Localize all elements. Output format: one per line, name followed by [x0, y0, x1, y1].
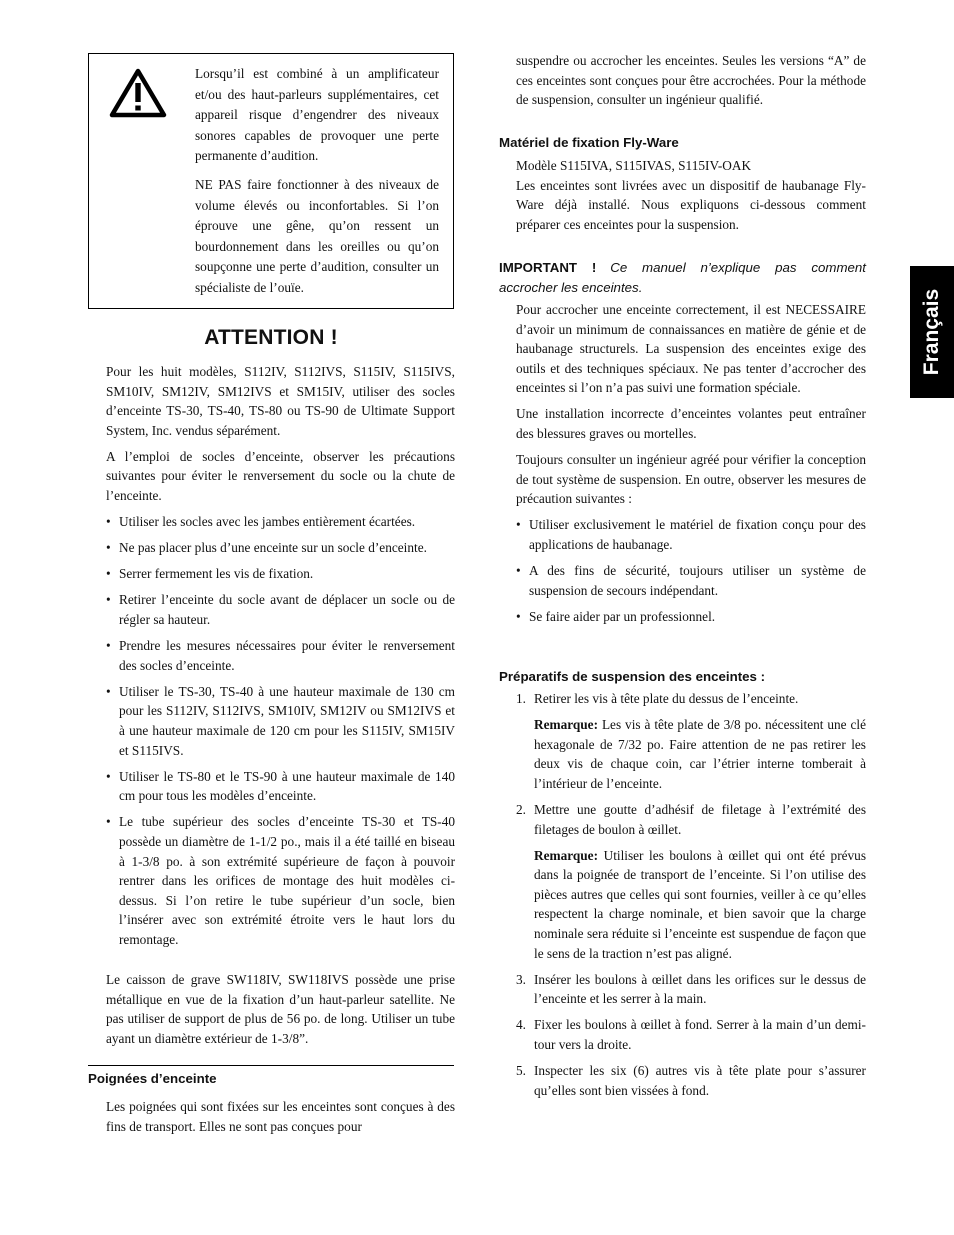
attention-section: [106, 362, 455, 956]
language-tab-label: Français: [920, 288, 943, 376]
section-divider: [88, 1065, 454, 1066]
note: Remarque: Les vis à tête plate de 3/8 po. nécessitent une clé hexagonale de 7/32 po. Faire attention de ne pas retirer les deux vis de chaque coin, car l’étrier interne tomberait à l’intérieur de l’enceinte.: [534, 717, 866, 791]
note: Remarque: Utiliser les boulons à œillet qui ont été prévus dans la poignée de transport de l’enceinte. Si l’on utilise des pièces autres que celles qui sont fournies, veiller à ce qu’elles respectent la charge nominale, et bien savoir que la charge nominale sera réduite si l’enceinte est suspendue de façon que le sens de la traction n’est pas aligné.: [534, 847, 866, 961]
subwoofer-paragraph: Le caisson de grave SW118IV, SW118IVS possède une prise métallique en vue de la fixation d’un haut-parleur satellite. Ne pas utiliser de support de plus de 56 po. de long. Utiliser un tube ayant un diamètre extérieur de 1-3/8”.: [106, 972, 455, 1046]
attention-intro: Pour les huit modèles, S112IV, S112IVS, S115IV, S115IVS, SM10IV, SM12IV, SM12IVS et SM15IV, utiliser des socles d’enceinte TS-30, TS-40, TS-80 ou TS-90 de Ultimate Support System, Inc. vendus séparément.: [106, 364, 455, 438]
list-item: • Ne pas placer plus d’une enceinte sur un socle d’enceinte.: [106, 540, 427, 556]
list-item: 1. Retirer les vis à tête plate du dessus de l’enceinte. Remarque: Les vis à tête plate de 3/8 po. nécessitent une clé hexagonale de 7/32 po. Faire attention de ne pas retirer les deux vis de chaque coin, car l’étrier interne tomberait à l’intérieur de l’enceinte.: [516, 689, 866, 793]
flyware-section: [516, 156, 866, 241]
list-item: • A des fins de sécurité, toujours utiliser un système de suspension de secours indépendant.: [516, 563, 866, 598]
subwoofer-section: [106, 970, 455, 1055]
important-text: Ce manuel n’explique pas comment accrocher les enceintes.: [499, 260, 867, 295]
flyware-paragraph: Les enceintes sont livrées avec un dispositif de haubanage Fly-Ware déjà installé. Nous expliquons ci-dessous comment préparer ces enceintes pour la suspension.: [516, 177, 866, 232]
handles-paragraph: Les poignées qui sont fixées sur les enceintes sont conçues à des fins de transport. Elles ne sont pas conçues pour: [106, 1099, 455, 1134]
list-item: 5. Inspecter les six (6) autres vis à tête plate pour s’assurer qu’elles sont bien vissées à fond.: [516, 1063, 866, 1098]
important-label: IMPORTANT !: [499, 260, 597, 275]
important-notice: [499, 258, 866, 297]
language-tab: [910, 266, 954, 398]
preparation-steps: [516, 689, 866, 1100]
list-item: • Utiliser les socles avec les jambes entièrement écartées.: [106, 514, 416, 530]
handles-section: [106, 1097, 455, 1143]
handles-paragraph-continued: suspendre ou accrocher les enceintes. Seules les versions “A” de ces enceintes sont conçues pour être accrochées. Pour la méthode de suspension, consulter un ingénieur qualifié.: [516, 53, 866, 108]
flyware-model: Modèle S115IVA, S115IVAS, S115IV-OAK: [516, 158, 752, 173]
precautions-list: [106, 512, 455, 949]
preparation-heading: Préparatifs de suspension des enceintes :: [499, 669, 766, 684]
list-item: • Utiliser exclusivement le matériel de fixation conçu pour des applications de haubanage.: [516, 517, 866, 553]
warning-paragraph: Lorsqu’il est combiné à un amplificateur et/ou des haut-parleurs supplémentaires, cet appareil risque d’engendrer des niveaux sonores capables de provoquer une perte permanente d’audition.: [195, 66, 439, 164]
suspension-paragraph: Toujours consulter un ingénieur agréé pour vérifier la conception de tout système de suspension. En outre, observer les mesures de précaution suivantes :: [516, 452, 866, 507]
list-item: 3. Insérer les boulons à œillet dans les orifices sur le dessus de l’enceinte et les serrer à la main.: [516, 971, 866, 1007]
handles-heading: Poignées d’enceinte: [88, 1071, 217, 1086]
suspension-paragraph: Une installation incorrecte d’enceintes volantes peut entraîner des blessures graves ou mortelles.: [516, 406, 866, 442]
handles-continued: [516, 51, 866, 116]
list-item: • Le tube supérieur des socles d’enceinte TS-30 et TS-40 possède un diamètre de 1-1/2 po., mais il a été taillé en biseau à 1-3/8 po. à son extrémité supérieure de façon à pouvoir rentrer dans les orifices de montage des huit modèles ci-dessus. Si l’on retire le tube supérieur d’un socle, bien l’insérer avec son extrémité étroite vers le haut lors du remontage.: [106, 814, 455, 947]
list-item: • Utiliser le TS-80 et le TS-90 à une hauteur maximale de 140 cm pour tous les modèles d’enceinte.: [106, 768, 455, 804]
warning-paragraph: NE PAS faire fonctionner à des niveaux de volume élevés ou inconfortables. Si l’on éprouve une gêne, qu’on ressent un bourdonnement dans les oreilles ou qu’on soupçonne une perte d’audition, consulter un spécialiste de l’ouïe.: [195, 176, 439, 295]
list-item: • Se faire aider par un professionnel.: [516, 608, 716, 624]
suspension-section: [516, 300, 866, 633]
warning-triangle-icon: [109, 68, 167, 118]
attention-paragraph: A l’emploi de socles d’enceinte, observer les précautions suivantes pour éviter le renversement du socle ou la chute de l’enceinte.: [106, 448, 455, 504]
suspension-precautions-list: [516, 515, 866, 626]
list-item: • Prendre les mesures nécessaires pour éviter le renversement des socles d’enceinte.: [106, 638, 455, 673]
suspension-paragraph: Pour accrocher une enceinte correctement, il est NECESSAIRE d’avoir un minimum de connaissances en matière de génie et de haubanage structurels. La suspension des enceintes exige des outils et des techniques spéciaux. Ne pas tenter d’accrocher des enceintes si l’on n’a pas suivi une formation spéciale.: [516, 302, 866, 396]
warning-box: [88, 53, 454, 309]
list-item: 2. Mettre une goutte d’adhésif de filetage à l’extrémité des filetages de boulon à œillet. Remarque: Utiliser les boulons à œillet qui ont été prévus dans la poignée de transport de l’enceinte. Si l’on utilise des pièces autres que celles qui sont fournies, veiller à ce qu’elles respectent la charge nominale, et bien savoir que la charge nominale sera réduite si l’enceinte est suspendue de façon que le sens de la traction n’est pas aligné.: [516, 800, 866, 963]
attention-heading: ATTENTION !: [204, 326, 338, 349]
list-item: • Retirer l’enceinte du socle avant de déplacer un socle ou de régler sa hauteur.: [106, 592, 455, 628]
list-item: • Utiliser le TS-30, TS-40 à une hauteur maximale de 130 cm pour les S112IV, S112IVS, SM10IV, SM12IV ou SM12IVS et à une hauteur maximale de 120 cm pour les S115IV, SM15IV et S115IVS.: [106, 683, 455, 758]
flyware-heading: Matériel de fixation Fly-Ware: [499, 135, 679, 150]
list-item: 4. Fixer les boulons à œillet à fond. Serrer à la main d’un demi-tour vers la droite.: [516, 1017, 866, 1052]
warning-text: [195, 64, 439, 307]
preparation-section: [516, 689, 866, 1107]
list-item: • Serrer fermement les vis de fixation.: [106, 566, 314, 582]
